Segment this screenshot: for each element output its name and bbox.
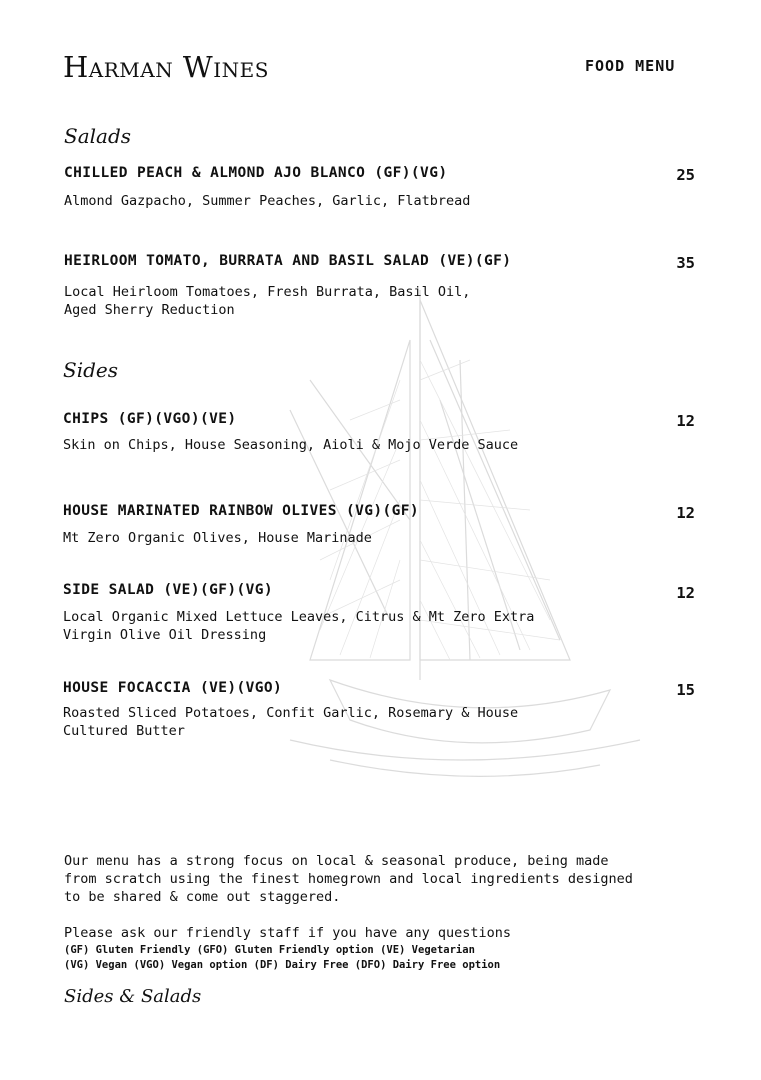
menu-item-name: HOUSE FOCACCIA (VE)(VGO) [63,680,283,696]
menu-item-description: Almond Gazpacho, Summer Peaches, Garlic, Flatbread [64,193,471,209]
section-title-salads: Salads [64,124,132,148]
menu-item-description: Local Heirloom Tomatoes, Fresh Burrata, Basil Oil, Aged Sherry Reduction [64,284,471,318]
menu-item-price: 12 [676,584,695,602]
menu-item-description: Mt Zero Organic Olives, House Marinade [63,530,372,546]
section-title-sides: Sides [63,358,118,382]
page-section-label: Sides & Salads [64,986,202,1007]
brand-title: Harman Wines [63,50,269,84]
menu-item-name: HEIRLOOM TOMATO, BURRATA AND BASIL SALAD (VE)(GF) [64,253,512,269]
dietary-legend: (GF) Gluten Friendly (GFO) Gluten Friendly option (VE) Vegetarian (VG) Vegan (VGO) Vegan option (DF) Dairy Free (DFO) Dairy Free option [64,944,501,971]
menu-item-price: 12 [676,412,695,430]
menu-item-price: 15 [676,681,695,699]
menu-item-price: 12 [676,504,695,522]
menu-item-price: 35 [676,254,695,272]
menu-item-description: Roasted Sliced Potatoes, Confit Garlic, Rosemary & House Cultured Butter [63,705,519,739]
menu-label: FOOD MENU [585,57,676,75]
staff-questions-note: Please ask our friendly staff if you have any questions [64,925,512,941]
menu-item-name: CHILLED PEACH & ALMOND AJO BLANCO (GF)(VG) [64,165,448,181]
menu-item-price: 25 [676,166,695,184]
menu-item-description: Local Organic Mixed Lettuce Leaves, Citrus & Mt Zero Extra Virgin Olive Oil Dressing [63,609,535,643]
menu-item-description: Skin on Chips, House Seasoning, Aioli & Mojo Verde Sauce [63,437,519,453]
menu-item-name: SIDE SALAD (VE)(GF)(VG) [63,582,273,598]
menu-item-name: CHIPS (GF)(VGO)(VE) [63,411,237,427]
menu-philosophy-note: Our menu has a strong focus on local & seasonal produce, being made from scratch using the finest homegrown and local ingredients designed to be shared & come out staggered. [64,853,633,905]
menu-item-name: HOUSE MARINATED RAINBOW OLIVES (VG)(GF) [63,503,420,519]
